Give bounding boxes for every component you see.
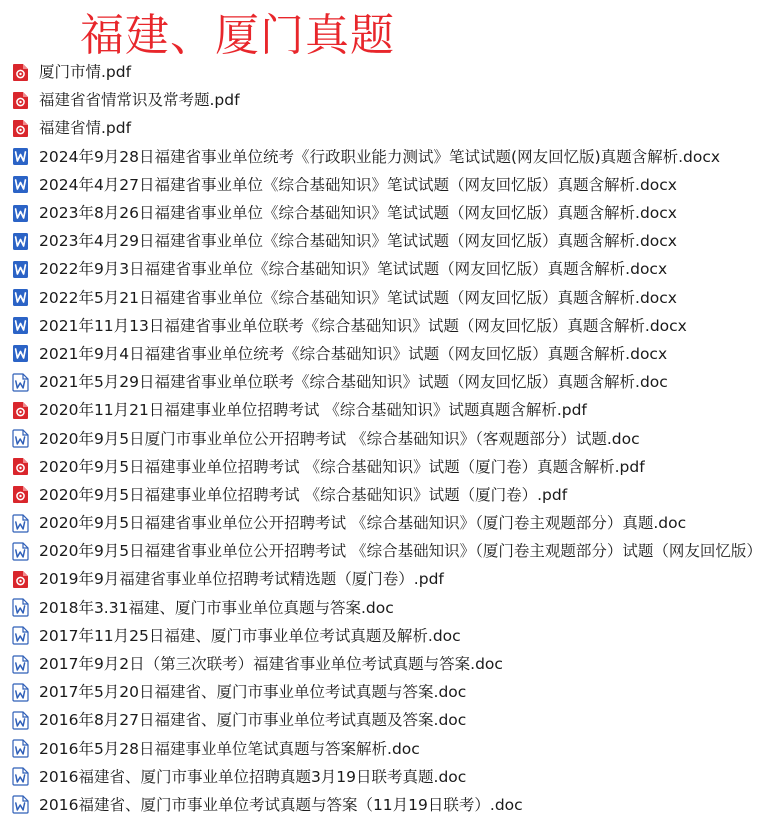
file-name: 2020年9月5日福建事业单位招聘考试 《综合基础知识》试题（厦门卷）.pdf: [39, 485, 568, 504]
word-doc-icon: [12, 373, 29, 392]
file-item[interactable]: [12, 255, 784, 283]
file-name: 2016福建省、厦门市事业单位招聘真题3月19日联考真题.doc: [39, 767, 467, 786]
file-item[interactable]: [12, 368, 784, 396]
file-name: 福建省情.pdf: [39, 119, 132, 138]
pdf-icon: [12, 119, 29, 138]
word-docx-icon: [12, 260, 29, 279]
file-name: 2016年5月28日福建事业单位笔试真题与答案解析.doc: [39, 739, 420, 758]
pdf-icon: [12, 570, 29, 589]
file-item[interactable]: [12, 481, 784, 509]
word-doc-icon: [12, 429, 29, 448]
word-doc-icon: [12, 626, 29, 645]
word-docx-icon: [12, 175, 29, 194]
word-docx-icon: [12, 147, 29, 166]
file-item[interactable]: [12, 594, 784, 622]
pdf-icon: [12, 91, 29, 110]
file-name: 2022年9月3日福建省事业单位《综合基础知识》笔试试题（网友回忆版）真题含解析.docx: [39, 260, 668, 279]
word-docx-icon: [12, 204, 29, 223]
file-item[interactable]: [12, 706, 784, 734]
word-docx-icon: [12, 344, 29, 363]
word-docx-icon: [12, 232, 29, 251]
file-name: 2018年3.31福建、厦门市事业单位真题与答案.doc: [39, 598, 394, 617]
file-name: 2024年9月28日福建省事业单位统考《行政职业能力测试》笔试试题(网友回忆版)真题含解析.docx: [39, 147, 721, 166]
file-item[interactable]: [12, 424, 784, 452]
word-doc-icon: [12, 767, 29, 786]
file-item[interactable]: [12, 284, 784, 312]
file-item[interactable]: [12, 622, 784, 650]
file-name: 2021年5月29日福建省事业单位联考《综合基础知识》试题（网友回忆版）真题含解析.doc: [39, 373, 668, 392]
file-item[interactable]: [12, 171, 784, 199]
file-name: 厦门市情.pdf: [39, 63, 132, 82]
pdf-icon: [12, 401, 29, 420]
file-name: 2020年9月5日厦门市事业单位公开招聘考试 《综合基础知识》（客观题部分）试题.doc: [39, 429, 640, 448]
word-doc-icon: [12, 598, 29, 617]
file-item[interactable]: [12, 114, 784, 142]
file-name: 2019年9月福建省事业单位招聘考试精选题（厦门卷）.pdf: [39, 570, 444, 589]
file-list: [12, 58, 784, 819]
file-name: 2021年11月13日福建省事业单位联考《综合基础知识》试题（网友回忆版）真题含解析.docx: [39, 316, 687, 335]
file-name: 2024年4月27日福建省事业单位《综合基础知识》笔试试题（网友回忆版）真题含解析.docx: [39, 175, 677, 194]
file-item[interactable]: [12, 650, 784, 678]
file-item[interactable]: [12, 143, 784, 171]
word-doc-icon: [12, 683, 29, 702]
file-item[interactable]: [12, 58, 784, 86]
file-item[interactable]: [12, 312, 784, 340]
file-name: 2022年5月21日福建省事业单位《综合基础知识》笔试试题（网友回忆版）真题含解析.docx: [39, 288, 677, 307]
word-doc-icon: [12, 711, 29, 730]
pdf-icon: [12, 63, 29, 82]
pdf-icon: [12, 485, 29, 504]
file-item[interactable]: [12, 227, 784, 255]
file-item[interactable]: [12, 735, 784, 763]
file-item[interactable]: [12, 396, 784, 424]
file-name: 2020年9月5日福建省事业单位公开招聘考试 《综合基础知识》（厦门卷主观题部分）真题.doc: [39, 514, 687, 533]
file-item[interactable]: [12, 199, 784, 227]
file-name: 2021年9月4日福建省事业单位统考《综合基础知识》试题（网友回忆版）真题含解析.docx: [39, 344, 668, 363]
file-item[interactable]: [12, 678, 784, 706]
word-doc-icon: [12, 795, 29, 814]
file-item[interactable]: [12, 565, 784, 593]
page-title: 福建、厦门真题: [80, 10, 395, 61]
file-name: 2023年4月29日福建省事业单位《综合基础知识》笔试试题（网友回忆版）真题含解析.docx: [39, 232, 677, 251]
file-item[interactable]: [12, 453, 784, 481]
file-item[interactable]: [12, 86, 784, 114]
file-name: 2016年8月27日福建省、厦门市事业单位考试真题及答案.doc: [39, 711, 467, 730]
file-name: 2020年9月5日福建事业单位招聘考试 《综合基础知识》试题（厦门卷）真题含解析.pdf: [39, 457, 645, 476]
file-name: 福建省省情常识及常考题.pdf: [39, 91, 240, 110]
file-item[interactable]: [12, 791, 784, 819]
pdf-icon: [12, 457, 29, 476]
word-doc-icon: [12, 739, 29, 758]
file-item[interactable]: [12, 763, 784, 791]
file-name: 2017年11月25日福建、厦门市事业单位考试真题及解析.doc: [39, 626, 461, 645]
file-name: 2020年11月21日福建事业单位招聘考试 《综合基础知识》试题真题含解析.pdf: [39, 401, 587, 420]
file-item[interactable]: [12, 537, 784, 565]
file-item[interactable]: [12, 509, 784, 537]
file-item[interactable]: [12, 340, 784, 368]
file-name: 2023年8月26日福建省事业单位《综合基础知识》笔试试题（网友回忆版）真题含解析.docx: [39, 204, 677, 223]
word-doc-icon: [12, 542, 29, 561]
file-name: 2016福建省、厦门市事业单位考试真题与答案（11月19日联考）.doc: [39, 795, 523, 814]
file-name: 2017年5月20日福建省、厦门市事业单位考试真题与答案.doc: [39, 683, 467, 702]
word-docx-icon: [12, 316, 29, 335]
file-name: 2017年9月2日（第三次联考）福建省事业单位考试真题与答案.doc: [39, 655, 503, 674]
word-doc-icon: [12, 655, 29, 674]
word-docx-icon: [12, 288, 29, 307]
word-doc-icon: [12, 514, 29, 533]
file-name: 2020年9月5日福建省事业单位公开招聘考试 《综合基础知识》（厦门卷主观题部分）试题（网友回忆版）: [39, 542, 762, 561]
